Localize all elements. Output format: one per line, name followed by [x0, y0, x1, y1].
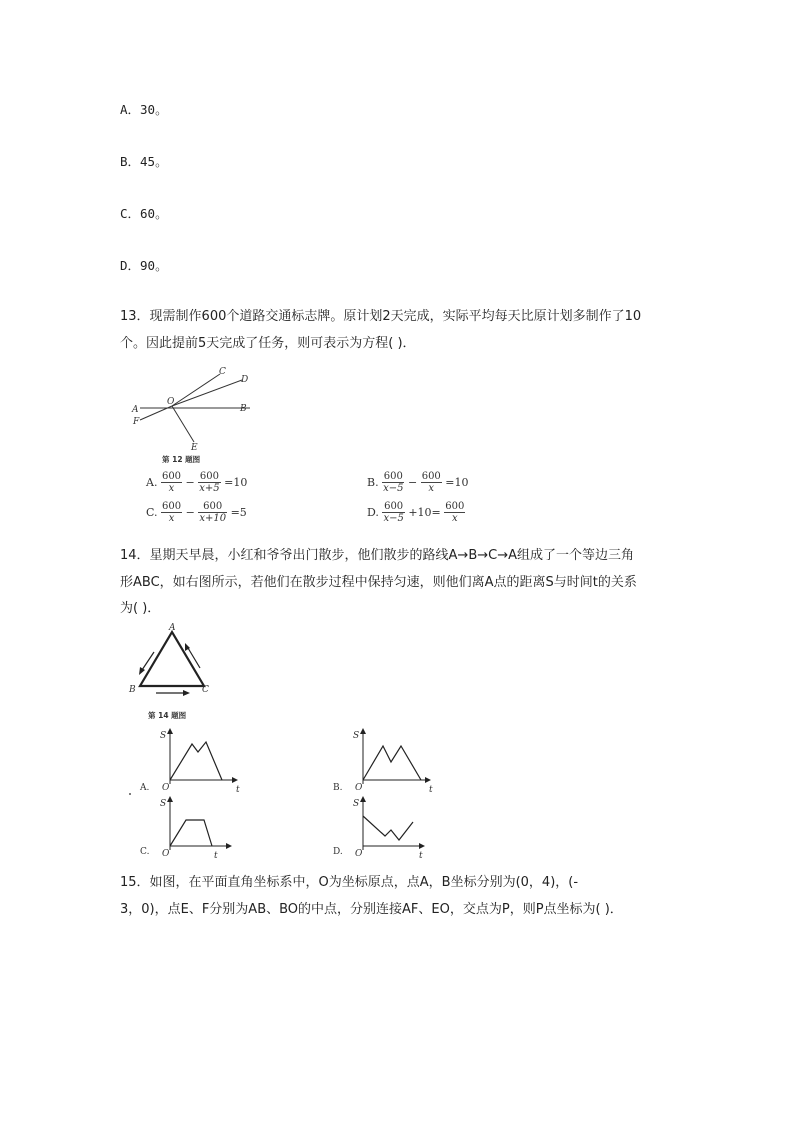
graph-d-letter: D. — [333, 847, 343, 857]
q12-option-d: D．90。 — [120, 258, 168, 273]
q13-text-line2: 个。因此提前5天完成了任务，则可表示为方程( )． — [120, 336, 416, 351]
q12-option-c: C．60。 — [120, 206, 168, 221]
graph-c-letter: C. — [140, 847, 150, 857]
graph-b-origin: O — [355, 783, 363, 793]
graph-d-s-label: S — [353, 799, 360, 809]
q14-figure-caption: 第 14 题图 — [148, 711, 187, 720]
arrow-ca — [188, 648, 200, 668]
graph-b-t-label: t — [429, 785, 433, 795]
q14-graph-c — [140, 794, 250, 860]
q13-angle-figure — [130, 366, 260, 466]
graph-c-origin: O — [162, 849, 170, 859]
scan-speck — [128, 792, 134, 798]
label-b: B — [240, 404, 247, 414]
q13-choice-c: C. $\frac{600}{x}$ − $\frac{600}{x+10}$ =5 — [146, 501, 247, 524]
label-a: A — [132, 405, 139, 415]
q12-option-b: B．45。 — [120, 154, 168, 169]
graph-c-t-label: t — [214, 851, 218, 861]
graph-a-curve — [170, 742, 222, 780]
graph-d-origin: O — [355, 849, 363, 859]
ray-oe — [172, 406, 194, 442]
q13-text-line1: 13．现需制作600个道路交通标志牌。原计划2天完成，实际平均每天比原计划多制作了10 — [120, 309, 642, 324]
graph-a-letter: A. — [140, 783, 150, 793]
graph-c-s-label: S — [160, 799, 167, 809]
ray-od — [172, 380, 242, 406]
q14-text-line2: 形ABC，如右图所示，若他们在散步过程中保持匀速，则他们离A点的距离S与时间t的关系 — [120, 575, 637, 590]
label-vertex-b: B — [129, 685, 136, 695]
q13-choice-d: D. $\frac{600}{x-5}$ +10= $\frac{600}{x}$ — [367, 501, 465, 524]
label-vertex-c: C — [202, 685, 209, 695]
q14-graph-a — [140, 726, 250, 796]
q14-text-line1: 14．星期天早晨，小红和爷爷出门散步，他们散步的路线A→B→C→A组成了一个等边三角 — [120, 548, 635, 563]
label-f: F — [133, 417, 140, 427]
graph-d-t-label: t — [419, 851, 423, 861]
graph-a-origin: O — [162, 783, 170, 793]
q15-text-line2: 3，0)，点E、F分别为AB、BO的中点，分别连接AF、EO，交点为P，则P点坐标为( )． — [120, 902, 623, 917]
graph-a-t-label: t — [236, 785, 240, 795]
q14-graph-b — [333, 726, 443, 796]
label-c: C — [219, 367, 226, 377]
q13-choice-b: B. $\frac{600}{x-5}$ − $\frac{600}{x}$ =10 — [367, 471, 469, 494]
graph-a-s-label: S — [160, 731, 167, 741]
graph-d-curve — [363, 816, 413, 840]
label-d: D — [241, 375, 249, 385]
q13-figure-caption: 第 12 题图 — [162, 455, 201, 464]
graph-c-curve — [170, 820, 212, 846]
q14-graph-d — [333, 794, 443, 860]
graph-b-s-label: S — [353, 731, 360, 741]
label-o: O — [167, 397, 175, 407]
q12-option-a: A．30。 — [120, 102, 168, 117]
label-vertex-a: A — [169, 623, 176, 633]
label-e: E — [191, 443, 198, 453]
graph-b-curve — [363, 746, 421, 780]
ray-oc — [172, 374, 220, 406]
q14-text-line3: 为( )． — [120, 601, 161, 616]
q14-triangle-figure — [124, 620, 224, 720]
q15-text-line1: 15．如图，在平面直角坐标系中，O为坐标原点，点A，B坐标分别为(0，4)，(- — [120, 875, 579, 890]
q13-choice-a: A. $\frac{600}{x}$ − $\frac{600}{x+5}$ =10 — [146, 471, 248, 494]
graph-b-letter: B. — [333, 783, 343, 793]
